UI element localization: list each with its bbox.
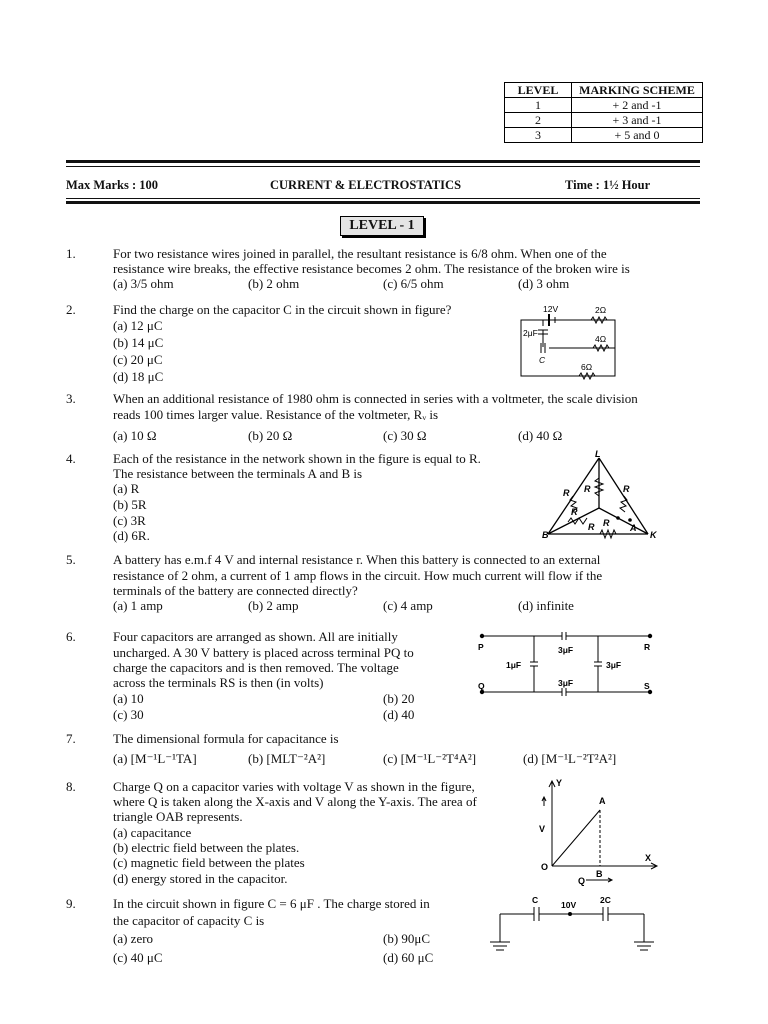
option: (d) infinite bbox=[518, 598, 574, 613]
resistor-network-diagram bbox=[538, 448, 662, 544]
option: (d) [M⁻¹L⁻²T²A²] bbox=[523, 751, 617, 766]
figure-label: Q bbox=[478, 681, 485, 691]
question-text: resistance of 2 ohm, a current of 1 amp flows in the circuit. How much current will flow if the bbox=[113, 568, 603, 583]
option: (d) 40 bbox=[383, 707, 415, 722]
figure-label: A bbox=[599, 796, 606, 806]
question-number: 6. bbox=[66, 629, 76, 644]
figure-label: 6Ω bbox=[581, 362, 593, 372]
question-text: The resistance between the terminals A and B is bbox=[113, 466, 363, 481]
marking-scheme-table bbox=[504, 82, 703, 143]
question-text: Charge Q on a capacitor varies with voltage V as shown in the figure, bbox=[113, 779, 475, 794]
option: (d) 60 μC bbox=[383, 950, 434, 965]
option: (d) 40 Ω bbox=[518, 428, 563, 443]
max-marks: Max Marks : 100 bbox=[66, 178, 158, 192]
option: (b) 2 ohm bbox=[248, 276, 300, 291]
question-number: 4. bbox=[66, 451, 76, 466]
table-cell: 1 bbox=[505, 98, 572, 113]
question-text: where Q is taken along the X-axis and V along the Y-axis. The area of bbox=[113, 794, 477, 809]
table-cell: + 2 and -1 bbox=[572, 98, 703, 113]
question-number: 9. bbox=[66, 896, 76, 911]
option: (c) 30 bbox=[113, 707, 144, 722]
table-cell: + 3 and -1 bbox=[572, 113, 703, 128]
question-number: 3. bbox=[66, 391, 76, 406]
figure-label: K bbox=[650, 530, 657, 540]
subject-title: CURRENT & ELECTROSTATICS bbox=[270, 178, 462, 192]
option: (a) [M⁻¹L⁻¹TA] bbox=[113, 751, 197, 766]
question-number: 2. bbox=[66, 302, 76, 317]
option: (c) [M⁻¹L⁻²T⁴A²] bbox=[383, 751, 477, 766]
time-limit: Time : 1½ Hour bbox=[565, 178, 651, 192]
question-text: charge the capacitors and is then removed. The voltage bbox=[113, 660, 399, 675]
question-text: uncharged. A 30 V battery is placed across terminal PQ to bbox=[113, 645, 414, 660]
figure-label: R bbox=[623, 484, 630, 494]
question-text: Four capacitors are arranged as shown. All are initially bbox=[113, 629, 398, 644]
figure-label: 1μF bbox=[506, 660, 522, 670]
header-rule-thick bbox=[66, 160, 700, 163]
figure-label: 3μF bbox=[558, 645, 574, 655]
table-cell: 2 bbox=[505, 113, 572, 128]
option: (b) 14 μC bbox=[113, 335, 164, 350]
question-text: For two resistance wires joined in parallel, the resultant resistance is 6/8 ohm. When one of the bbox=[113, 246, 607, 261]
subheader-rule-thick bbox=[66, 201, 700, 204]
option: (d) 3 ohm bbox=[518, 276, 570, 291]
figure-label: 3μF bbox=[606, 660, 622, 670]
option: (c) 30 Ω bbox=[383, 428, 427, 443]
subheader-rule-thin bbox=[66, 198, 700, 199]
table-row bbox=[505, 98, 703, 113]
figure-label: 2μF bbox=[523, 328, 538, 338]
option: (c) 6/5 ohm bbox=[383, 276, 444, 291]
option: (a) zero bbox=[113, 931, 154, 946]
figure-label: S bbox=[644, 681, 650, 691]
header-rule-thin bbox=[66, 166, 700, 167]
figure-label: P bbox=[478, 642, 484, 652]
figure-label: A bbox=[630, 523, 637, 533]
question-number: 8. bbox=[66, 779, 76, 794]
figure-label: 10V bbox=[561, 900, 577, 910]
option: (c) 4 amp bbox=[383, 598, 433, 613]
figure-label: R bbox=[588, 522, 595, 532]
question-text: A battery has e.m.f 4 V and internal resistance r. When this battery is connected to an external bbox=[113, 552, 601, 567]
table-row bbox=[505, 128, 703, 143]
option: (a) 3/5 ohm bbox=[113, 276, 174, 291]
table-header-scheme: MARKING SCHEME bbox=[572, 83, 703, 98]
table-cell: 3 bbox=[505, 128, 572, 143]
figure-label: R bbox=[644, 642, 651, 652]
option: (a) 10 Ω bbox=[113, 428, 157, 443]
table-header-row bbox=[505, 83, 703, 98]
figure-label: X bbox=[645, 853, 652, 863]
question-text: across the terminals RS is then (in volts) bbox=[113, 675, 324, 690]
question-number: 5. bbox=[66, 552, 76, 567]
option: (c) 3R bbox=[113, 513, 146, 528]
question-text: resistance wire breaks, the effective resistance becomes 2 ohm. The resistance of the broken wire is bbox=[113, 261, 630, 276]
option: (b) 2 amp bbox=[248, 598, 299, 613]
question-text: The dimensional formula for capacitance is bbox=[113, 731, 339, 746]
option: (d) 6R. bbox=[113, 528, 150, 543]
figure-label: 2C bbox=[600, 895, 611, 905]
figure-label: C bbox=[532, 895, 539, 905]
figure-label: B bbox=[596, 869, 603, 879]
option: (c) 20 μC bbox=[113, 352, 163, 367]
option: (a) 10 bbox=[113, 691, 144, 706]
figure-label: R bbox=[563, 488, 570, 498]
option: (b) electric field between the plates. bbox=[113, 840, 300, 855]
option: (d) energy stored in the capacitor. bbox=[113, 871, 288, 886]
option: (a) 1 amp bbox=[113, 598, 163, 613]
figure-label: C bbox=[539, 355, 546, 365]
option: (b) [MLT⁻²A²] bbox=[248, 751, 326, 766]
capacitor-network-diagram bbox=[474, 626, 660, 706]
circuit-diagram-q2 bbox=[515, 300, 625, 386]
figure-label: Q bbox=[578, 876, 586, 886]
figure-label: Y bbox=[556, 778, 563, 788]
question-text: When an additional resistance of 1980 ohm is connected in series with a voltmeter, the scale division bbox=[113, 391, 638, 406]
option: (c) 40 μC bbox=[113, 950, 163, 965]
table-cell: + 5 and 0 bbox=[572, 128, 703, 143]
option: (a) capacitance bbox=[113, 825, 192, 840]
figure-label: R bbox=[571, 507, 578, 517]
capacitor-series-diagram bbox=[488, 892, 664, 962]
question-text: Find the charge on the capacitor C in the circuit shown in figure? bbox=[113, 302, 452, 317]
question-number: 7. bbox=[66, 731, 76, 746]
option: (d) 18 μC bbox=[113, 369, 164, 384]
option: (a) R bbox=[113, 481, 140, 496]
level-title: LEVEL - 1 bbox=[340, 216, 424, 236]
option: (c) magnetic field between the plates bbox=[113, 855, 305, 870]
figure-label: 4Ω bbox=[595, 334, 607, 344]
q-v-graph bbox=[532, 776, 662, 886]
option: (b) 90μC bbox=[383, 931, 431, 946]
option: (b) 20 bbox=[383, 691, 415, 706]
figure-label: R bbox=[584, 484, 591, 494]
question-text: In the circuit shown in figure C = 6 μF . The charge stored in bbox=[113, 896, 430, 911]
table-header-level: LEVEL bbox=[505, 83, 572, 98]
figure-label: B bbox=[542, 530, 549, 540]
figure-label: V bbox=[539, 824, 546, 834]
figure-label: 12V bbox=[543, 304, 559, 314]
question-text: triangle OAB represents. bbox=[113, 809, 243, 824]
figure-label: 3μF bbox=[558, 678, 574, 688]
figure-label: 2Ω bbox=[595, 305, 607, 315]
question-text: reads 100 times larger value. Resistance of the voltmeter, Rᵥ is bbox=[113, 407, 439, 422]
option: (a) 12 μC bbox=[113, 318, 163, 333]
question-text: terminals of the battery are connected directly? bbox=[113, 583, 358, 598]
question-text: the capacitor of capacity C is bbox=[113, 913, 265, 928]
option: (b) 5R bbox=[113, 497, 147, 512]
figure-label: R bbox=[603, 518, 610, 528]
figure-label: L bbox=[595, 449, 601, 459]
table-row bbox=[505, 113, 703, 128]
figure-label: O bbox=[541, 862, 549, 872]
option: (b) 20 Ω bbox=[248, 428, 293, 443]
question-text: Each of the resistance in the network shown in the figure is equal to R. bbox=[113, 451, 481, 466]
question-number: 1. bbox=[66, 246, 76, 261]
